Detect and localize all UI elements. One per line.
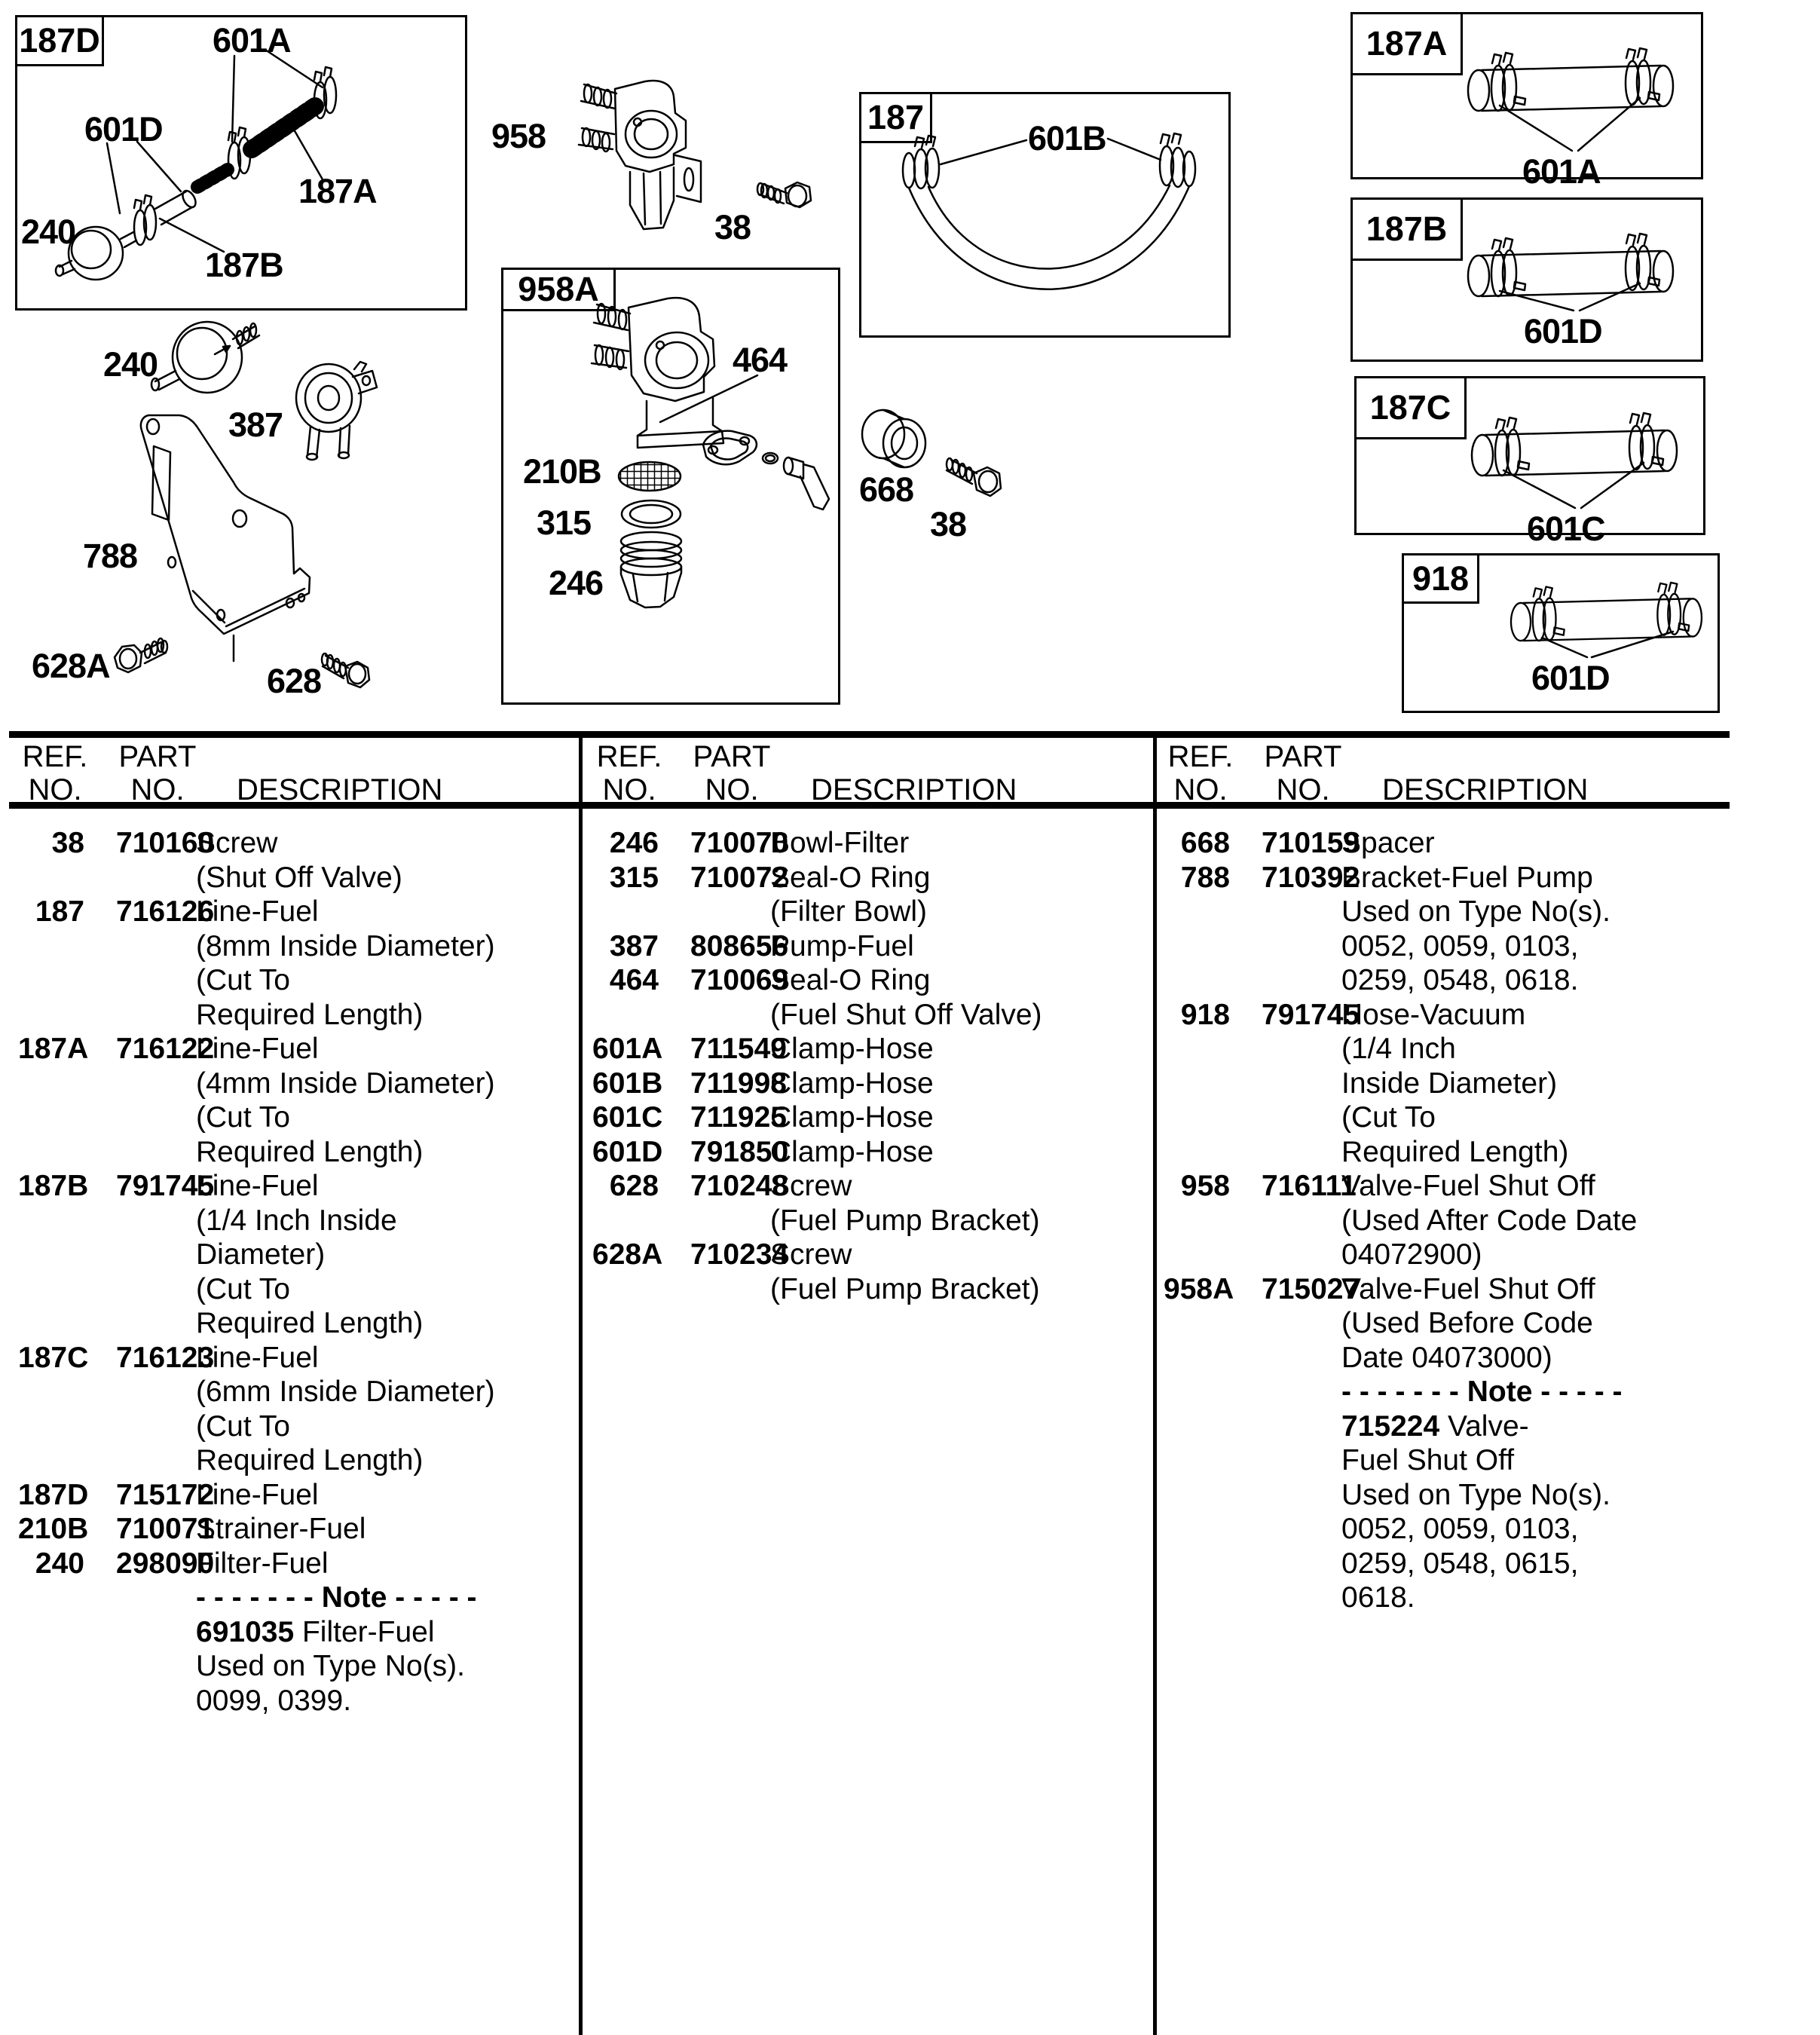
table-top-rule xyxy=(9,731,1730,738)
table-header-col2 xyxy=(592,740,1147,806)
parts-table-row-line: 958 716111 Valve-Fuel Shut Off xyxy=(1180,1170,1595,1202)
diagram-box-187-tag: 187 xyxy=(859,92,932,143)
header-part: PART xyxy=(1264,740,1342,773)
callout-387: 387 xyxy=(228,405,283,444)
parts-table-row-line: 187 716126 Line-Fuel xyxy=(35,895,319,928)
callout-601b: 601B xyxy=(1028,119,1106,158)
parts-table-row-line: Diameter) xyxy=(196,1238,326,1271)
leader-187a xyxy=(1500,98,1640,151)
parts-table-row-line: Required Length) xyxy=(196,1444,424,1477)
table-column-divider-2 xyxy=(1153,731,1157,2035)
parts-table-row-line: 187C 716123 Line-Fuel xyxy=(18,1341,319,1374)
callout-601c-box187c: 601C xyxy=(1527,510,1605,548)
parts-table-row-line: Required Length) xyxy=(196,1135,424,1168)
parts-table-row-line: 246 710070 Bowl-Filter xyxy=(609,827,910,859)
table-column-divider-1 xyxy=(579,731,583,2035)
callout-464: 464 xyxy=(733,341,788,379)
callout-246: 246 xyxy=(549,564,604,602)
parts-table-row-line: Required Length) xyxy=(196,998,424,1031)
parts-table-row-line: 715224 Valve- xyxy=(1341,1409,1529,1443)
parts-table-row-line: 601B 711998 Clamp-Hose xyxy=(592,1066,934,1100)
callout-240: 240 xyxy=(103,345,158,384)
parts-table-column-2 xyxy=(592,826,1147,1306)
header-ref: REF. xyxy=(596,740,662,773)
parts-table-row-line: (8mm Inside Diameter) xyxy=(196,929,495,962)
diagram-box-187d-tag: 187D xyxy=(15,15,104,66)
parts-table-row-line: 210B 710071 Strainer-Fuel xyxy=(18,1513,366,1545)
leader-187b xyxy=(1500,283,1640,311)
parts-table-row-line: (Filter Bowl) xyxy=(770,895,928,928)
callout-958: 958 xyxy=(491,117,546,155)
header-part-no: NO. xyxy=(130,773,185,806)
parts-table-row-line: 958A 715027 Valve-Fuel Shut Off xyxy=(1164,1272,1595,1305)
screw-628a-art xyxy=(115,638,167,672)
parts-table-row-line: 464 710069 Seal-O Ring xyxy=(609,964,931,996)
parts-table-row-line: 315 710072 Seal-O Ring xyxy=(609,861,931,894)
parts-table-row-line: (Cut To xyxy=(196,1272,290,1305)
callout-601d-187d: 601D xyxy=(84,110,163,148)
fuel-line-assembly-187d-art xyxy=(56,50,336,280)
shutoff-valve-958a-art xyxy=(592,298,829,607)
parts-table-row-line: 628 710248 Screw xyxy=(609,1170,852,1202)
parts-table-row-line: Used on Type No(s). xyxy=(1341,1478,1610,1511)
parts-table-row-line: 601D 791850 Clamp-Hose xyxy=(592,1135,934,1168)
parts-table-row-line: 0052, 0059, 0103, xyxy=(1341,929,1579,962)
parts-table-row-line: (4mm Inside Diameter) xyxy=(196,1066,495,1100)
parts-table-row-line: (Used After Code Date xyxy=(1341,1204,1638,1237)
diagram-box-187c-tag: 187C xyxy=(1354,376,1467,439)
parts-table-row-line: - - - - - - - Note - - - - - xyxy=(1341,1376,1623,1408)
callout-601a-box187a: 601A xyxy=(1522,152,1601,191)
header-description: DESCRIPTION xyxy=(1382,773,1589,806)
callout-210b: 210B xyxy=(523,452,601,491)
screw-38-mid-art xyxy=(947,458,1001,496)
callout-601a-187d: 601A xyxy=(213,21,291,60)
screw-38-top-art xyxy=(757,182,811,207)
callout-601d-box187b: 601D xyxy=(1524,312,1602,350)
header-part-no: NO. xyxy=(705,773,759,806)
fuel-pump-387-art xyxy=(296,362,377,460)
callout-668: 668 xyxy=(859,470,914,509)
callout-38-top: 38 xyxy=(714,208,751,246)
parts-table-row-line: Required Length) xyxy=(196,1307,424,1339)
parts-table-row-line: 601C 711925 Clamp-Hose xyxy=(592,1101,934,1134)
parts-table-row-line: 187D 715172 Line-Fuel xyxy=(18,1478,319,1511)
callout-38-mid: 38 xyxy=(930,505,967,543)
parts-table-row-line: Required Length) xyxy=(1341,1135,1569,1168)
parts-table-row-line: 691035 Filter-Fuel xyxy=(196,1615,435,1648)
parts-table-row-line: 187A 716122 Line-Fuel xyxy=(18,1033,319,1065)
parts-table-row-line: Date 04073000) xyxy=(1341,1341,1552,1374)
parts-table-row-line: (1/4 Inch Inside xyxy=(196,1204,397,1237)
diagram-line-art xyxy=(0,0,1820,730)
parts-table-row-line: 788 710392 Bracket-Fuel Pump xyxy=(1180,861,1593,894)
parts-table-row-line: Used on Type No(s). xyxy=(196,1650,465,1682)
callout-628: 628 xyxy=(267,662,322,700)
hose-187c-art xyxy=(1472,413,1677,476)
parts-table-row-line: (Used Before Code xyxy=(1341,1307,1593,1339)
parts-table-row-line: (Fuel Pump Bracket) xyxy=(770,1204,1040,1237)
callout-788: 788 xyxy=(83,537,138,575)
callout-628a: 628A xyxy=(32,647,110,685)
header-part: PART xyxy=(118,740,197,773)
parts-table-row-line: (Fuel Pump Bracket) xyxy=(770,1272,1040,1305)
table-header-col3 xyxy=(1164,740,1721,806)
header-ref-no: NO. xyxy=(1173,773,1228,806)
header-part-no: NO. xyxy=(1276,773,1330,806)
fuel-pump-bracket-788-art xyxy=(141,415,310,661)
parts-table-row-line: 387 808656 Pump-Fuel xyxy=(609,929,914,962)
callout-187a-187d: 187A xyxy=(298,172,377,210)
parts-table-row-line: 0259, 0548, 0615, xyxy=(1341,1547,1579,1580)
callout-240-187d: 240 xyxy=(21,213,76,251)
header-ref-no: NO. xyxy=(28,773,82,806)
spacer-668-art xyxy=(862,410,925,467)
parts-table-row-line: 601A 711549 Clamp-Hose xyxy=(592,1033,934,1065)
header-ref: REF. xyxy=(22,740,88,773)
screw-628-art xyxy=(322,653,369,687)
parts-table-row-line: 918 791745 Hose-Vacuum xyxy=(1180,998,1526,1031)
parts-table-row-line: (Fuel Shut Off Valve) xyxy=(770,998,1042,1031)
parts-table-row-line: 628A 710234 Screw xyxy=(592,1238,852,1271)
hose-187a-art xyxy=(1468,48,1673,111)
diagram-box-187b-tag: 187B xyxy=(1350,197,1463,261)
parts-table-column-1 xyxy=(18,826,576,1718)
header-description: DESCRIPTION xyxy=(237,773,443,806)
parts-table-row-line: 668 710159 Spacer xyxy=(1180,827,1435,859)
parts-table-column-3 xyxy=(1164,826,1721,1615)
parts-table-row-line: (1/4 Inch xyxy=(1341,1033,1456,1065)
parts-table-row-line: Fuel Shut Off xyxy=(1341,1444,1515,1477)
header-part: PART xyxy=(693,740,771,773)
diagram-box-918-tag: 918 xyxy=(1402,553,1479,604)
parts-table-row-line: (Cut To xyxy=(196,1409,290,1443)
parts-table-row-line: 04072900) xyxy=(1341,1238,1482,1271)
parts-table-row-line: 0618. xyxy=(1341,1581,1415,1614)
hose-187b-art xyxy=(1468,234,1673,296)
parts-table-row-line: (Cut To xyxy=(196,964,290,996)
shutoff-valve-958-art xyxy=(579,81,701,229)
callout-315: 315 xyxy=(537,503,592,542)
parts-table-row-line: (6mm Inside Diameter) xyxy=(196,1376,495,1408)
parts-table-row-line: 187B 791745 Line-Fuel xyxy=(18,1170,319,1202)
parts-table-row-line: (Shut Off Valve) xyxy=(196,861,402,894)
parts-table-row-line: 0259, 0548, 0618. xyxy=(1341,964,1579,996)
header-description: DESCRIPTION xyxy=(811,773,1017,806)
parts-table-row-line: 240 298090 Filter-Fuel xyxy=(35,1547,329,1580)
diagram-box-187a-tag: 187A xyxy=(1350,12,1463,75)
parts-table-row-line: 0052, 0059, 0103, xyxy=(1341,1513,1579,1545)
fuel-filter-240-art xyxy=(151,322,259,393)
parts-table-row-line: 0099, 0399. xyxy=(196,1684,352,1717)
parts-table-row-line: Used on Type No(s). xyxy=(1341,895,1610,928)
parts-table-row-line: (Cut To xyxy=(196,1101,290,1134)
header-ref-no: NO. xyxy=(602,773,656,806)
parts-table-row-line: Inside Diameter) xyxy=(1341,1066,1558,1100)
parts-table-row-line: 38 710160 Screw xyxy=(51,827,278,859)
diagram-box-958a-tag: 958A xyxy=(501,268,616,311)
parts-table-row-line: - - - - - - - Note - - - - - xyxy=(196,1581,477,1614)
parts-table-row-line: (Cut To xyxy=(1341,1101,1436,1134)
callout-187b-187d: 187B xyxy=(205,246,283,284)
header-ref: REF. xyxy=(1167,740,1234,773)
callout-601d-box918: 601D xyxy=(1531,659,1610,697)
table-header-col1 xyxy=(18,740,576,806)
